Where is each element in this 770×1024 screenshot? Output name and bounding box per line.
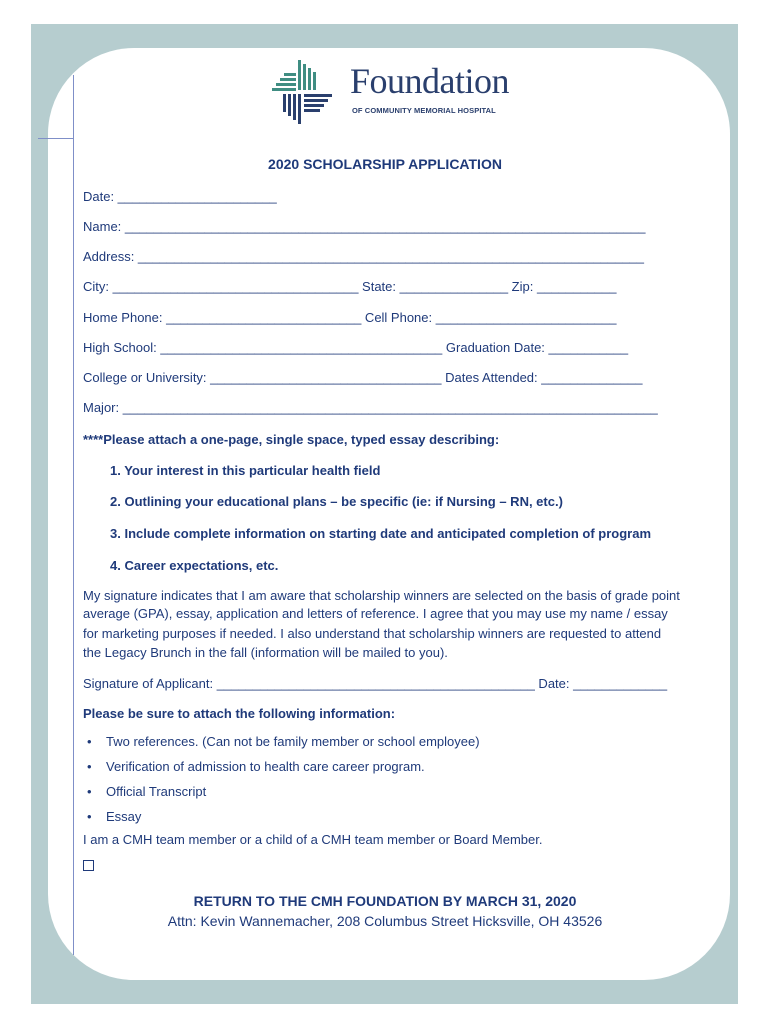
- signature-field[interactable]: Signature of Applicant: ____________________________________________ Date: _____________: [83, 676, 668, 691]
- essay-item: 1. Your interest in this particular health field: [110, 463, 381, 478]
- member-statement: I am a CMH team member or a child of a CMH team member or Board Member.: [83, 832, 543, 847]
- essay-item: 2. Outlining your educational plans – be specific (ie: if Nursing – RN, etc.): [110, 494, 563, 509]
- foundation-logo: [268, 58, 518, 130]
- college-field[interactable]: College or University: ________________________________ Dates Attended: ______________: [83, 370, 643, 385]
- essay-item: 3. Include complete information on starting date and anticipated completion of program: [110, 526, 651, 541]
- agreement-line: average (GPA), essay, application and letters of reference. I agree that you may use my name / essay: [83, 606, 668, 621]
- logo-mark-icon: [268, 58, 342, 128]
- city-state-zip-field[interactable]: City: __________________________________ State: _______________ Zip: ___________: [83, 279, 617, 294]
- margin-guide-vertical: [73, 75, 74, 955]
- bullet-icon: •: [87, 809, 92, 824]
- high-school-field[interactable]: High School: _______________________________________ Graduation Date: ___________: [83, 340, 629, 355]
- essay-item: 4. Career expectations, etc.: [110, 558, 279, 573]
- bullet-icon: •: [87, 759, 92, 774]
- essay-heading: ****Please attach a one-page, single space, typed essay describing:: [83, 432, 500, 447]
- attachment-item: Official Transcript: [106, 784, 207, 799]
- attachments-heading: Please be sure to attach the following information:: [83, 706, 396, 721]
- return-deadline: RETURN TO THE CMH FOUNDATION BY MARCH 31, 2020: [193, 893, 577, 909]
- form-title: 2020 SCHOLARSHIP APPLICATION: [268, 156, 502, 172]
- agreement-line: for marketing purposes if needed. I also understand that scholarship winners are requested to attend: [83, 626, 662, 641]
- attachment-item: Two references. (Can not be family member or school employee): [106, 734, 480, 749]
- return-address: Attn: Kevin Wannemacher, 208 Columbus Street Hicksville, OH 43526: [167, 913, 603, 929]
- address-field[interactable]: Address: ______________________________________________________________________: [83, 249, 645, 264]
- logo-wordmark: Foundation: [350, 61, 510, 101]
- phone-fields[interactable]: Home Phone: ___________________________ Cell Phone: _________________________: [83, 310, 617, 325]
- bullet-icon: •: [87, 734, 92, 749]
- bullet-icon: •: [87, 784, 92, 799]
- major-field[interactable]: Major: __________________________________________________________________________: [83, 400, 658, 415]
- name-field[interactable]: Name: ________________________________________________________________________: [83, 219, 646, 234]
- margin-guide-horizontal: [38, 138, 74, 139]
- agreement-line: the Legacy Brunch in the fall (information will be mailed to you).: [83, 645, 448, 660]
- attachment-item: Verification of admission to health care career program.: [106, 759, 425, 774]
- agreement-line: My signature indicates that I am aware that scholarship winners are selected on the basis of grade point: [83, 588, 680, 603]
- logo-subtitle: OF COMMUNITY MEMORIAL HOSPITAL: [352, 106, 496, 115]
- attachment-item: Essay: [106, 809, 142, 824]
- date-field[interactable]: Date: ______________________: [83, 189, 277, 204]
- member-checkbox[interactable]: [83, 860, 94, 871]
